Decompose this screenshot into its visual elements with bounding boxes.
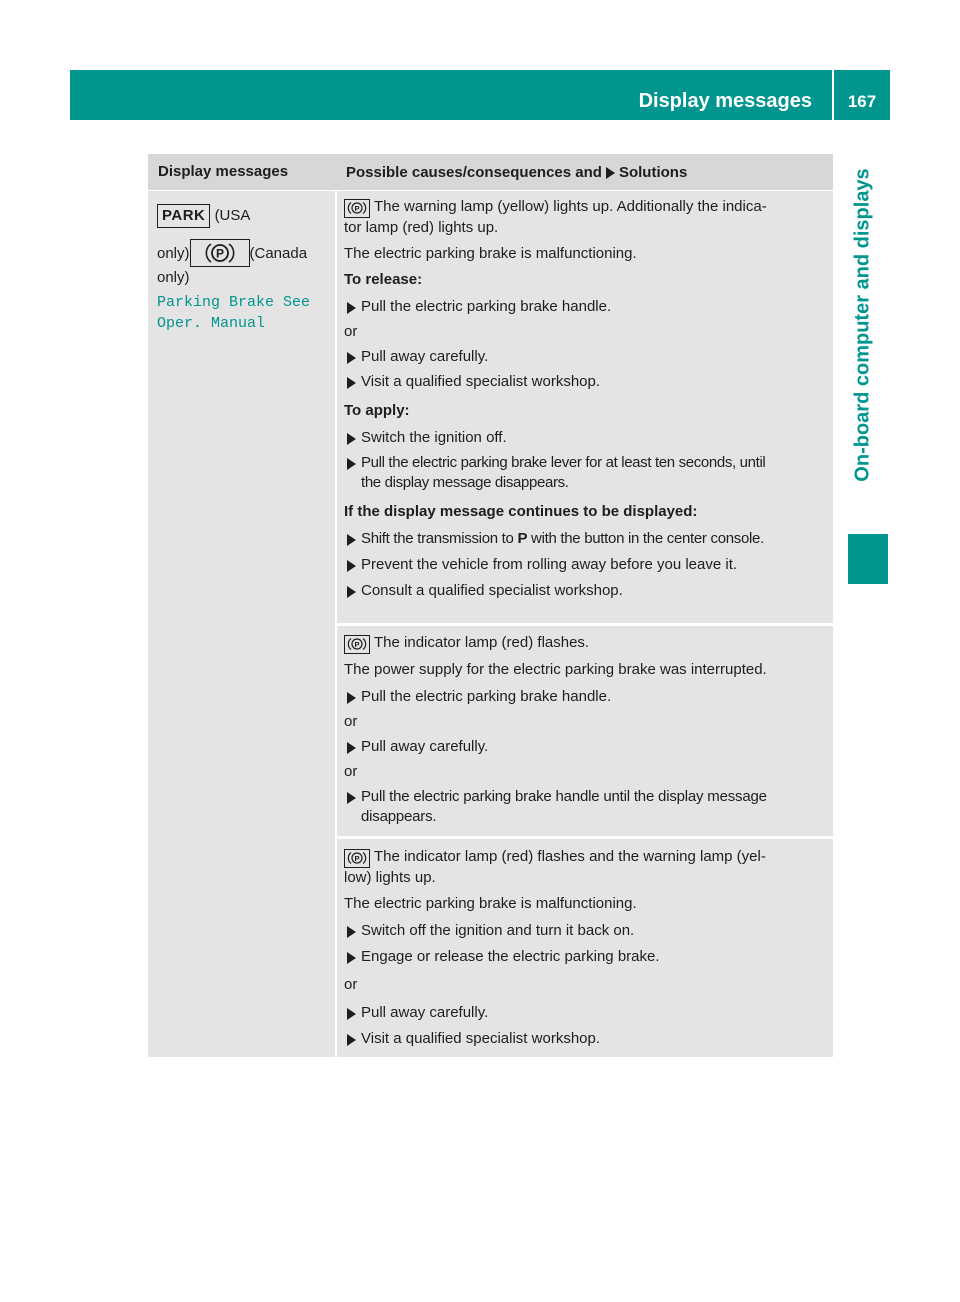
cell2-cause: The power supply for the electric parking brake was interrupted.: [344, 660, 767, 678]
cell3-intro-a: The indicator lamp (red) flashes and the warning lamp (yel-: [374, 848, 766, 865]
cell1-cause: The electric parking brake is malfunctioning.: [344, 244, 637, 262]
continues-heading: If the display message continues to be displayed:: [344, 502, 698, 520]
apply-step-1: Switch the ignition off.: [344, 428, 833, 448]
chapter-marker: [848, 534, 888, 584]
cell2-step-3: [344, 787, 833, 827]
apply-step-2: [344, 453, 833, 493]
parking-brake-small-icon: [344, 849, 370, 868]
solution-cell-1: [337, 191, 833, 623]
column-header-causes-text: Possible causes/consequences and: [346, 164, 602, 181]
section-title: Display messages: [638, 90, 812, 112]
display-message-content: [157, 202, 329, 334]
display-message-line1: Parking Brake See: [157, 294, 311, 311]
continue-step-2: Prevent the vehicle from rolling away before you leave it.: [344, 555, 833, 575]
cell1-intro-a: The warning lamp (yellow) lights up. Additionally the indica-: [374, 198, 767, 215]
column-header-solutions-text: Solutions: [618, 164, 688, 181]
cell3-step-4: Visit a qualified specialist workshop.: [344, 1029, 833, 1049]
cell2-step-3-b: disappears.: [361, 807, 437, 825]
display-message-cell: [148, 191, 336, 1057]
gear-p-label: P: [517, 529, 528, 547]
table-header: [148, 154, 833, 190]
cell1-intro-b: tor lamp (red) lights up.: [344, 218, 499, 236]
continue-step-3: Consult a qualified specialist workshop.: [344, 581, 833, 601]
region-canada: (Canada: [249, 244, 308, 262]
apply-step-2-a: Pull the electric parking brake lever for at least ten seconds, until: [361, 453, 766, 471]
apply-heading: To apply:: [344, 401, 410, 419]
cell3-step-3: Pull away carefully.: [344, 1003, 833, 1023]
arrow-right-icon: [606, 167, 615, 179]
cell2-step-2: Pull away carefully.: [344, 737, 833, 757]
parking-brake-small-icon: [344, 199, 370, 218]
cell2-step-1: Pull the electric parking brake handle.: [344, 687, 833, 707]
page-number: 167: [847, 92, 877, 111]
svg-text:P: P: [354, 203, 360, 213]
continue-step-1: [344, 529, 833, 549]
release-step-2: Pull away carefully.: [344, 347, 833, 367]
solution-cell-2: [337, 626, 833, 836]
svg-text:P: P: [354, 853, 360, 863]
release-heading: To release:: [344, 270, 423, 288]
cell3-step-1: Switch off the ignition and turn it back on.: [344, 921, 833, 941]
apply-step-2-b: the display message disappears.: [361, 473, 569, 491]
column-header-display-messages: Display messages: [158, 163, 289, 180]
cell1-or: or: [344, 322, 358, 340]
column-header-causes-solutions: [346, 164, 687, 181]
cell2-or-1: or: [344, 712, 358, 730]
region-only-label: only): [157, 244, 190, 262]
chapter-label: On-board computer and displays: [851, 168, 874, 482]
cell3-step-2: Engage or release the electric parking brake.: [344, 947, 833, 967]
parking-brake-icon: [190, 239, 250, 267]
cell3-cause: The electric parking brake is malfunctioning.: [344, 894, 637, 912]
continue-step-1-a: Shift the transmission to: [361, 529, 514, 547]
parking-brake-small-icon: [344, 635, 370, 654]
page-header: [70, 70, 890, 120]
display-message-line2: Oper. Manual: [157, 315, 266, 332]
cell3-or: or: [344, 975, 358, 993]
solution-cell-3: [337, 839, 833, 1057]
continue-step-1-b: with the button in the center console.: [531, 529, 764, 547]
region-only-label-2: only): [157, 269, 190, 286]
cell2-or-2: or: [344, 762, 358, 780]
cell3-intro-b: low) lights up.: [344, 868, 436, 886]
cell2-step-3-a: Pull the electric parking brake handle until the display message: [361, 787, 767, 805]
side-chapter-tab: [836, 130, 890, 520]
release-step-1: Pull the electric parking brake handle.: [344, 297, 833, 317]
region-usa: (USA: [214, 207, 251, 224]
svg-text:P: P: [354, 639, 360, 649]
park-indicator-icon: PARK: [157, 204, 210, 228]
svg-text:P: P: [215, 246, 224, 261]
release-step-3: Visit a qualified specialist workshop.: [344, 372, 833, 392]
cell2-intro: The indicator lamp (red) flashes.: [374, 634, 590, 651]
